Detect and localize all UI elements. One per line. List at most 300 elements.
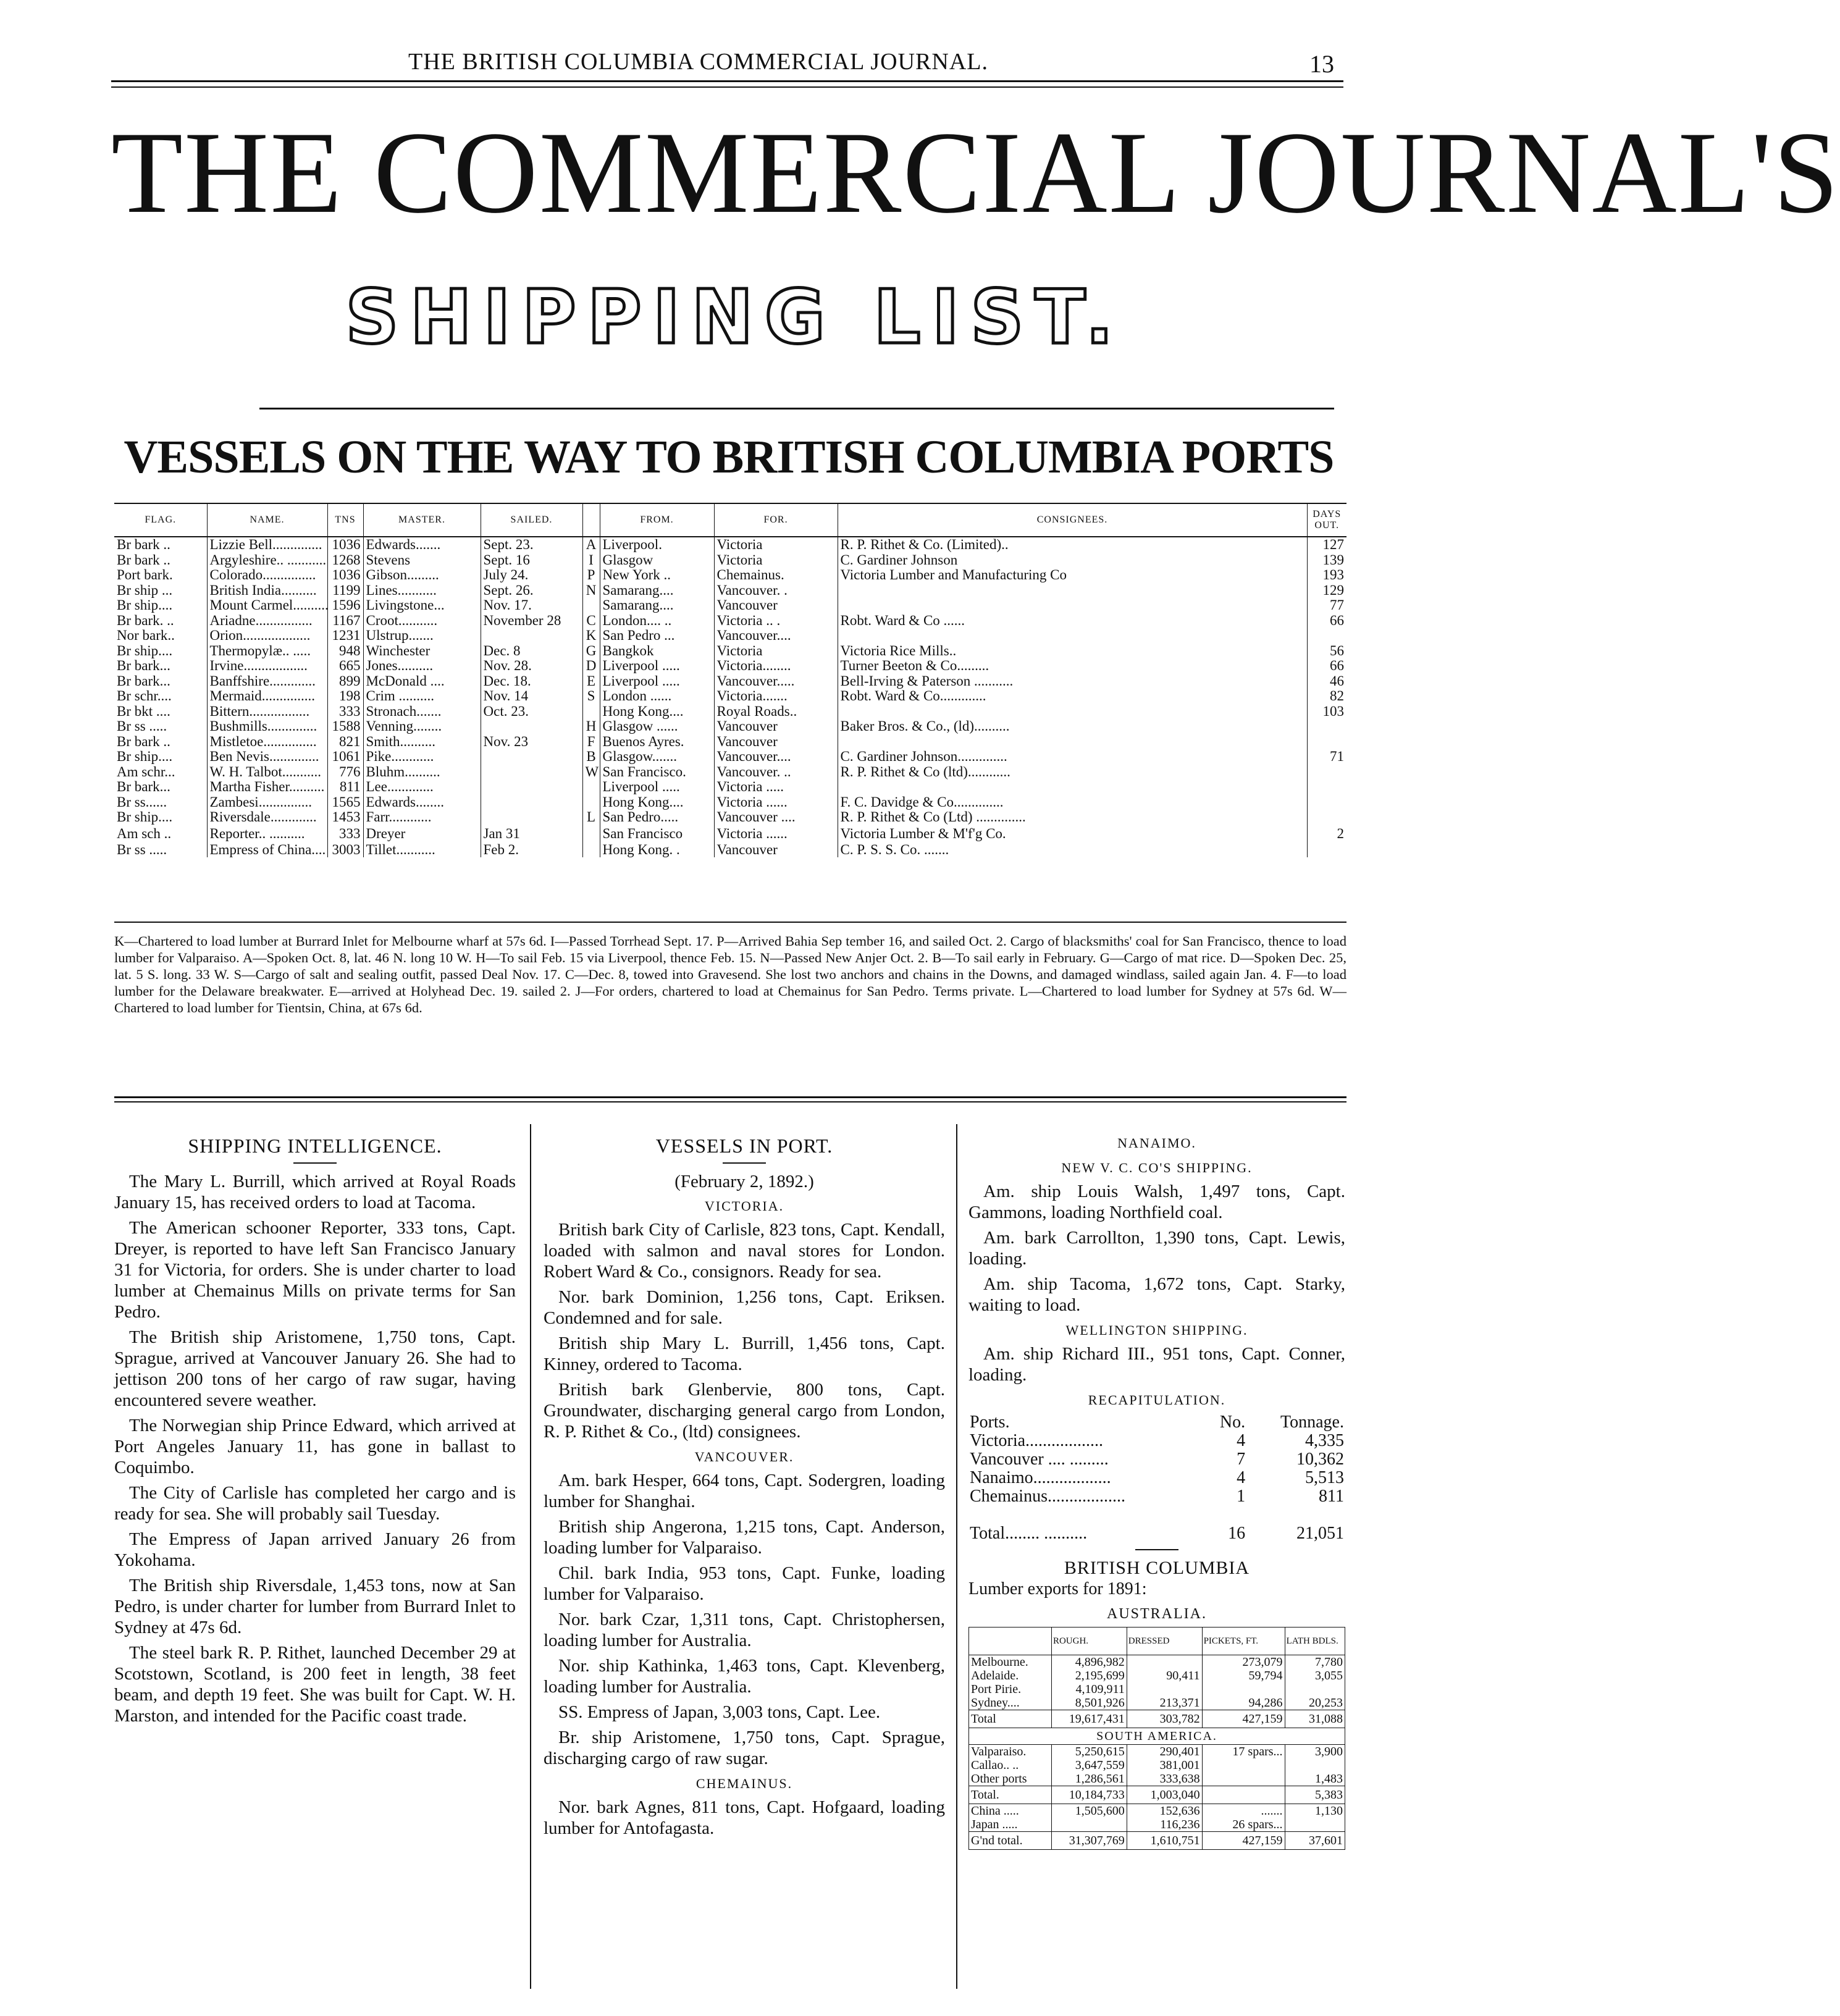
lumber-cell	[1127, 1655, 1202, 1670]
vessel-cell	[481, 749, 582, 765]
vessel-cell: Vancouver....	[714, 628, 838, 644]
vessel-cell: Victoria	[714, 644, 838, 659]
vessel-cell: Buenos Ayres.	[600, 734, 714, 750]
vessel-cell: 82	[1307, 689, 1346, 704]
vessels-col-header: MASTER.	[363, 503, 481, 537]
lumber-cell: 303,782	[1127, 1710, 1202, 1728]
lumber-cell: 427,159	[1202, 1710, 1285, 1728]
vessel-cell	[481, 810, 582, 825]
vessels-col-header: FOR.	[714, 503, 838, 537]
lumber-cell: 1,610,751	[1127, 1832, 1202, 1850]
vessel-cell: B	[582, 749, 600, 765]
running-title: THE BRITISH COLUMBIA COMMERCIAL JOURNAL.	[408, 49, 988, 75]
vessel-cell: Royal Roads..	[714, 704, 838, 720]
vessel-cell: Samarang....	[600, 598, 714, 613]
vancouver-vessel: British ship Angerona, 1,215 tons, Capt. Anderson, loading lumber for Valparaiso.	[544, 1517, 945, 1558]
lumber-cell: 94,286	[1202, 1696, 1285, 1710]
vessel-cell	[838, 734, 1307, 750]
vessel-cell	[582, 842, 600, 858]
vessel-cell	[1307, 719, 1346, 734]
vessel-cell: H	[582, 719, 600, 734]
vessel-cell: Mistletoe...............	[207, 734, 327, 750]
lumber-cell	[1285, 1818, 1345, 1832]
vessel-cell: New York ..	[600, 568, 714, 583]
vessel-cell	[582, 825, 600, 842]
lumber-cell: 1,003,040	[1127, 1786, 1202, 1804]
vessel-cell: Victoria........	[714, 658, 838, 674]
vessel-cell: Hong Kong....	[600, 704, 714, 720]
vessel-cell: 1061	[327, 749, 363, 765]
vessel-cell: Am schr...	[117, 763, 175, 779]
lumber-cell: 381,001	[1127, 1758, 1202, 1772]
vessel-cell: D	[582, 658, 600, 674]
lumber-cell: .......	[1202, 1804, 1285, 1818]
vessel-row	[114, 568, 1346, 583]
vessel-cell	[1307, 795, 1346, 810]
lumber-row	[969, 1804, 1345, 1818]
lumber-cell: 333,638	[1127, 1772, 1202, 1786]
lumber-cell	[1202, 1786, 1285, 1804]
vessel-cell: Br ship....	[117, 597, 173, 613]
vessel-cell: Vancouver	[714, 598, 838, 613]
vessel-cell: Br ss .....	[117, 718, 167, 734]
lumber-cell: Port Pirie.	[969, 1682, 1052, 1696]
vessel-cell: Lines...........	[363, 583, 481, 598]
lumber-cell: 59,794	[1202, 1669, 1285, 1682]
vessel-cell: Livingstone...	[363, 598, 481, 613]
notes-rule-thin	[114, 1101, 1346, 1102]
vessel-cell: Edwards........	[363, 795, 481, 810]
vessel-cell: Nov. 28.	[481, 658, 582, 674]
lumber-heading: BRITISH COLUMBIA	[1064, 1558, 1250, 1578]
vessel-cell: Robt. Ward & Co ......	[838, 613, 1307, 629]
vessel-cell: Stronach.......	[363, 704, 481, 720]
vessel-cell: Vancouver. .	[714, 583, 838, 598]
vessel-cell: 665	[327, 658, 363, 674]
lumber-cell: Other ports	[969, 1772, 1052, 1786]
recap-cell: 7	[1237, 1450, 1246, 1469]
lumber-cell: 427,159	[1202, 1832, 1285, 1850]
vessel-cell: C. P. S. S. Co. .......	[838, 842, 1307, 858]
intelligence-paragraph: The British ship Aristomene, 1,750 tons, Capt. Sprague, arrived at Vancouver January 26. She had to jettison 200 tons of her cargo of raw sugar, having encountered severe weather.	[114, 1327, 516, 1410]
nanaimo-vessel: Am. bark Carrollton, 1,390 tons, Capt. Lewis, loading.	[968, 1228, 1345, 1269]
lumber-cell: 1,286,561	[1051, 1772, 1127, 1786]
vessel-cell: London.... ..	[600, 613, 714, 629]
lumber-cell: 5,250,615	[1051, 1745, 1127, 1759]
vessel-cell: A	[582, 537, 600, 553]
lumber-cell	[1051, 1818, 1127, 1832]
intelligence-paragraph: The Empress of Japan arrived January 26 from Yokohama.	[114, 1529, 516, 1570]
vessel-cell	[838, 598, 1307, 613]
lumber-cell: 19,617,431	[1051, 1710, 1127, 1728]
lumber-row	[969, 1786, 1345, 1804]
in-port-date: (February 2, 1892.)	[674, 1172, 814, 1191]
vessel-cell: 66	[1307, 613, 1346, 629]
vessel-cell: 821	[327, 734, 363, 750]
chemainus-vessel: Nor. bark Agnes, 811 tons, Capt. Hofgaard, loading lumber for Antofagasta.	[544, 1797, 945, 1838]
vessel-cell: 811	[327, 779, 363, 795]
column-divider	[530, 1124, 531, 1989]
vessel-cell	[582, 779, 600, 795]
vessel-cell: Nov. 14	[481, 689, 582, 704]
vessel-cell: Br ship....	[117, 749, 173, 765]
vancouver-vessel: Br. ship Aristomene, 1,750 tons, Capt. Sprague, discharging cargo of raw sugar.	[544, 1728, 945, 1768]
vessel-cell: Br bark ..	[117, 733, 170, 749]
vessel-cell: Winchester	[363, 644, 481, 659]
vessel-row	[114, 598, 1346, 613]
vessel-cell: Tillet...........	[363, 842, 481, 858]
vessels-col-header: TNS	[327, 503, 363, 537]
vessel-cell: 1268	[327, 553, 363, 568]
shipping-intelligence-heading: SHIPPING INTELLIGENCE.	[188, 1135, 442, 1157]
recap-cell: 1	[1237, 1487, 1246, 1506]
intelligence-paragraph: The British ship Riversdale, 1,453 tons, now at San Pedro, is under charter for lumber from Burrard Inlet to Sydney at 47s 6d.	[114, 1576, 516, 1637]
lumber-col-header: LATH BDLS.	[1285, 1628, 1345, 1655]
vessels-table	[114, 503, 1346, 857]
wellington-label: WELLINGTON SHIPPING.	[1065, 1322, 1248, 1338]
recap-cell: 5,513	[1305, 1468, 1344, 1487]
recap-row	[968, 1469, 1345, 1487]
vessel-cell: 1167	[327, 613, 363, 629]
vancouver-vessel: Nor. ship Kathinka, 1,463 tons, Capt. Klevenberg, loading lumber for Australia.	[544, 1656, 945, 1697]
lumber-cell: 5,383	[1285, 1786, 1345, 1804]
vessel-cell: Br schr....	[117, 688, 172, 704]
vessel-cell: Dec. 18.	[481, 674, 582, 689]
vessel-cell: S	[582, 689, 600, 704]
vessel-cell: 77	[1307, 598, 1346, 613]
vessel-cell: Hong Kong....	[600, 795, 714, 810]
vessel-cell	[838, 704, 1307, 720]
vessel-cell: Br bkt ....	[117, 703, 170, 719]
recap-row	[968, 1450, 1345, 1469]
lumber-cell: Valparaiso.	[969, 1745, 1052, 1759]
vessel-cell: K	[582, 628, 600, 644]
vessel-cell: Mount Carmel..........	[207, 598, 327, 613]
vessel-cell: Am sch ..	[117, 825, 172, 841]
south-america-label: SOUTH AMERICA.	[969, 1728, 1345, 1745]
vessels-col-header: NAME.	[207, 503, 327, 537]
lumber-exports-table	[968, 1627, 1345, 1850]
vessel-cell	[838, 583, 1307, 598]
recap-total-tonnage: 21,051	[1296, 1524, 1344, 1543]
vessel-cell: Oct. 23.	[481, 704, 582, 720]
lumber-cell: 10,184,733	[1051, 1786, 1127, 1804]
lumber-cell	[1285, 1682, 1345, 1696]
vessels-col-header: CONSIGNEES.	[838, 503, 1307, 537]
lumber-cell: 1,130	[1285, 1804, 1345, 1818]
vessel-cell	[582, 704, 600, 720]
vessel-cell: Br bark...	[117, 779, 170, 795]
vessel-cell: Nor bark..	[117, 628, 175, 644]
vessel-cell: Robt. Ward & Co.............	[838, 689, 1307, 704]
vessel-cell: 333	[327, 704, 363, 720]
lumber-cell: G'nd total.	[969, 1832, 1052, 1850]
vessel-row	[114, 628, 1346, 644]
vessel-cell: Lizzie Bell..............	[207, 537, 327, 553]
intelligence-paragraph: The Norwegian ship Prince Edward, which arrived at Port Angeles January 11, has gone in ballast to Coquimbo.	[114, 1416, 516, 1477]
vessel-cell: Br bark...	[117, 658, 170, 674]
vessel-cell: McDonald ....	[363, 674, 481, 689]
vessel-row	[114, 765, 1346, 780]
vessel-cell: Croot...........	[363, 613, 481, 629]
vessel-cell: R. P. Rithet & Co (Ltd) ..............	[838, 810, 1307, 825]
vessel-cell: Dec. 8	[481, 644, 582, 659]
lumber-row	[969, 1696, 1345, 1710]
vessel-cell: San Francisco.	[600, 765, 714, 780]
vancouver-vessel: Nor. bark Czar, 1,311 tons, Capt. Christophersen, loading lumber for Australia.	[544, 1610, 945, 1650]
vessel-cell: Victoria .....	[714, 779, 838, 795]
masthead-title: THE COMMERCIAL JOURNAL'S	[111, 108, 1840, 238]
vessel-cell: Ben Nevis..............	[207, 749, 327, 765]
vessel-cell: Victoria.......	[714, 689, 838, 704]
vessel-cell: San Pedro.....	[600, 810, 714, 825]
vessel-cell: W	[582, 765, 600, 780]
vessel-cell: Liverpool .....	[600, 674, 714, 689]
nanaimo-vessel: Am. ship Louis Walsh, 1,497 tons, Capt. Gammons, loading Northfield coal.	[968, 1182, 1345, 1222]
vessel-cell: Bluhm..........	[363, 765, 481, 780]
recap-cell: Chemainus..................	[970, 1487, 1125, 1506]
vessel-cell: 2	[1307, 825, 1346, 842]
vessel-cell: Liverpool.	[600, 537, 714, 553]
vessel-cell	[1307, 628, 1346, 644]
vessel-cell: Bittern.................	[207, 704, 327, 720]
vessels-col-header: SAILED.	[481, 503, 582, 537]
lumber-row	[969, 1655, 1345, 1670]
vessel-cell: Br ship....	[117, 809, 173, 825]
lumber-cell: 37,601	[1285, 1832, 1345, 1850]
recap-cell: 10,362	[1296, 1450, 1344, 1469]
vessel-cell	[838, 628, 1307, 644]
victoria-vessel: British ship Mary L. Burrill, 1,456 tons, Capt. Kinney, ordered to Tacoma.	[544, 1334, 945, 1374]
vessels-col-header: DAYS OUT.	[1307, 503, 1346, 537]
vessel-cell: Colorado...............	[207, 568, 327, 583]
vessel-cell: Argyleshire.. ...........	[207, 553, 327, 568]
australia-label: AUSTRALIA.	[1107, 1606, 1207, 1622]
vessel-cell: Br bark. ..	[117, 612, 174, 628]
vessel-cell: I	[582, 553, 600, 568]
vessel-cell: Turner Beeton & Co.........	[838, 658, 1307, 674]
vessel-cell: Br ss......	[117, 794, 167, 810]
vessel-cell	[1307, 810, 1346, 825]
recap-col-tonnage: Tonnage.	[1280, 1413, 1344, 1432]
vessel-cell: Bushmills..............	[207, 719, 327, 734]
lumber-cell: 1,505,600	[1051, 1804, 1127, 1818]
vessel-cell: 333	[327, 825, 363, 842]
lumber-cell: 31,307,769	[1051, 1832, 1127, 1850]
vessel-cell: F. C. Davidge & Co..............	[838, 795, 1307, 810]
lumber-cell: Melbourne.	[969, 1655, 1052, 1670]
short-rule	[723, 1162, 766, 1164]
vessel-cell: Samarang....	[600, 583, 714, 598]
short-rule	[293, 1162, 337, 1164]
notes-rule	[114, 1096, 1346, 1098]
vessel-cell	[481, 719, 582, 734]
vessel-cell: Br ship....	[117, 642, 173, 658]
lumber-cell	[1285, 1758, 1345, 1772]
vessel-cell: Orion...................	[207, 628, 327, 644]
vessel-cell: Hong Kong. .	[600, 842, 714, 858]
vessel-cell: Victoria ......	[714, 825, 838, 842]
vessel-row	[114, 644, 1346, 659]
vessel-cell: Victoria Lumber & M'f'g Co.	[838, 825, 1307, 842]
vessel-cell: Crim ..........	[363, 689, 481, 704]
lumber-col-header: ROUGH.	[1051, 1628, 1127, 1655]
lumber-col-header: PICKETS, FT.	[1202, 1628, 1285, 1655]
vessel-cell: Vancouver. ..	[714, 765, 838, 780]
intelligence-paragraph: The steel bark R. P. Rithet, launched December 29 at Scotstown, Scotland, is 200 feet in length, 38 feet beam, and depth 19 feet. She was built for Capt. W. H. Marston, and intended for the Pacific coast trade.	[114, 1643, 516, 1726]
vessel-cell: Sept. 23.	[481, 537, 582, 553]
lumber-row	[969, 1832, 1345, 1850]
lumber-cell: 4,896,982	[1051, 1655, 1127, 1670]
lumber-sub: Lumber exports for 1891:	[968, 1579, 1147, 1598]
vessel-cell: R. P. Rithet & Co. (Limited)..	[838, 537, 1307, 553]
vessel-cell	[481, 779, 582, 795]
lumber-cell: Japan .....	[969, 1818, 1052, 1832]
vessel-cell: Farr............	[363, 810, 481, 825]
vessel-cell	[582, 598, 600, 613]
vessel-cell: Edwards.......	[363, 537, 481, 553]
vessel-cell: 1588	[327, 719, 363, 734]
vancouver-vessel: Am. bark Hesper, 664 tons, Capt. Sodergren, loading lumber for Shanghai.	[544, 1471, 945, 1511]
lumber-row	[969, 1758, 1345, 1772]
victoria-vessel: Nor. bark Dominion, 1,256 tons, Capt. Eriksen. Condemned and for sale.	[544, 1287, 945, 1328]
section-rule	[259, 408, 1334, 410]
lumber-cell: 8,501,926	[1051, 1696, 1127, 1710]
lumber-cell: 3,647,559	[1051, 1758, 1127, 1772]
vessel-cell: C. Gardiner Johnson	[838, 553, 1307, 568]
lumber-cell: 213,371	[1127, 1696, 1202, 1710]
vessel-cell: Glasgow	[600, 553, 714, 568]
lumber-cell: 290,401	[1127, 1745, 1202, 1759]
vessel-cell: 198	[327, 689, 363, 704]
vessel-cell: Br bark...	[117, 673, 170, 689]
recap-col-ports: Ports.	[970, 1413, 1010, 1432]
vessel-row	[114, 704, 1346, 720]
victoria-vessel: British bark Glenbervie, 800 tons, Capt. Groundwater, discharging general cargo from London, R. P. Rithet & Co., (ltd) consignees.	[544, 1380, 945, 1442]
recap-cell: 811	[1319, 1487, 1344, 1506]
recap-cell: 4	[1237, 1468, 1246, 1487]
vessel-cell: 46	[1307, 674, 1346, 689]
chemainus-label: CHEMAINUS.	[695, 1776, 793, 1791]
vessel-row	[114, 734, 1346, 750]
vessel-cell: Vancouver	[714, 734, 838, 750]
recap-total-label: Total........ ..........	[970, 1524, 1088, 1543]
vessel-notes: K—Chartered to load lumber at Burrard Inlet for Melbourne wharf at 57s 6d. I—Passed Torrhead Sept. 17. P—Arrived Bahia Sep tember 16, and sailed Oct. 2. Cargo of blacksmiths' coal for San Francisco, thence to load lumber for Valparaiso. A—Spoken Oct. 8, lat. 46 N. long 10 W. H—To sail Feb. 15 via Liverpool, thence Feb. 15. N—Passed New Anjer Oct. 2. B—To sail early in February. G—Cargo of mat rice. D—Spoken Dec. 25, lat. 5 S. long. 33 W. S—Cargo of salt and sealing outfit, passed Deal Nov. 17. C—Dec. 8, towed into Gravesend. She lost two anchors and chains in the Downs, and damaged windlass, sailed again Jan. 4. F—to load lumber for the Delaware breakwater. E—arrived at Holyhead Dec. 19. sailed 2. J—For orders, chartered to load at Chemainus for San Pedro. Terms private. L—Chartered to load lumber for Sydney at 57s 6d. W—Chartered to load lumber for Tientsin, China, at 67s 6d.	[114, 933, 1346, 1015]
vessel-cell: 127	[1307, 537, 1346, 553]
vessel-cell: Jones..........	[363, 658, 481, 674]
vessel-cell: Liverpool .....	[600, 779, 714, 795]
vessel-cell	[1307, 779, 1346, 795]
vancouver-vessel: SS. Empress of Japan, 3,003 tons, Capt. Lee.	[558, 1702, 881, 1722]
vessel-cell: 193	[1307, 568, 1346, 583]
lumber-cell: 4,109,911	[1051, 1682, 1127, 1696]
vessel-cell: Jan 31	[481, 825, 582, 842]
vessel-cell: C	[582, 613, 600, 629]
vessel-cell: November 28	[481, 613, 582, 629]
lumber-cell: 3,055	[1285, 1669, 1345, 1682]
vessel-cell: Nov. 17.	[481, 598, 582, 613]
vessel-row	[114, 689, 1346, 704]
intelligence-paragraph: The City of Carlisle has completed her cargo and is ready for sea. She will probably sail Tuesday.	[114, 1483, 516, 1524]
page-number: 13	[1309, 50, 1334, 78]
vessel-cell: 1596	[327, 598, 363, 613]
lumber-cell: 90,411	[1127, 1669, 1202, 1682]
vessel-cell: 56	[1307, 644, 1346, 659]
vessel-cell	[481, 628, 582, 644]
vessel-cell	[481, 765, 582, 780]
recap-row	[968, 1432, 1345, 1450]
vessel-cell: Stevens	[363, 553, 481, 568]
vessel-row	[114, 842, 1346, 858]
vessel-cell: Martha Fisher..........	[207, 779, 327, 795]
lumber-cell: Callao.. ..	[969, 1758, 1052, 1772]
vessels-heading: VESSELS ON THE WAY TO BRITISH COLUMBIA PORTS	[124, 431, 1334, 483]
vessel-cell: San Francisco	[600, 825, 714, 842]
vessel-cell: Vancouver	[714, 842, 838, 858]
vessel-cell: Br ss .....	[117, 841, 167, 857]
intelligence-paragraph: The Mary L. Burrill, which arrived at Royal Roads January 15, has received orders to load at Tacoma.	[114, 1172, 516, 1212]
vessel-cell: London ......	[600, 689, 714, 704]
vessel-cell: Reporter.. ..........	[207, 825, 327, 842]
vessel-cell: Vancouver	[714, 719, 838, 734]
lumber-row	[969, 1710, 1345, 1728]
vessel-row	[114, 553, 1346, 568]
nanaimo-column	[968, 1124, 1345, 1850]
intelligence-paragraph: The American schooner Reporter, 333 tons, Capt. Dreyer, is reported to have left San Francisco January 31 for Victoria, for orders. She is under charter to load lumber at Chemainus Mills on private terms for San Pedro.	[114, 1218, 516, 1322]
short-rule	[1135, 1549, 1178, 1550]
vessel-cell: Irvine..................	[207, 658, 327, 674]
vessel-cell: Br ship ...	[117, 582, 173, 598]
vessel-cell: Ariadne................	[207, 613, 327, 629]
wellington-vessel: Am. ship Richard III., 951 tons, Capt. Conner, loading.	[968, 1344, 1345, 1385]
vessel-cell: Vancouver.....	[714, 674, 838, 689]
vessel-cell	[582, 795, 600, 810]
lumber-cell	[1202, 1682, 1285, 1696]
vessel-cell: F	[582, 734, 600, 750]
vancouver-label: VANCOUVER.	[694, 1449, 794, 1464]
header-rule	[111, 80, 1343, 82]
header-rule-thin	[111, 86, 1343, 88]
lumber-cell: Sydney....	[969, 1696, 1052, 1710]
vessel-row	[114, 825, 1346, 842]
lumber-cell: 7,780	[1285, 1655, 1345, 1670]
vessel-cell: Bell-Irving & Paterson ...........	[838, 674, 1307, 689]
vessel-row	[114, 674, 1346, 689]
vessel-cell: Glasgow.......	[600, 749, 714, 765]
lumber-cell: Adelaide.	[969, 1669, 1052, 1682]
table-bottom-rule	[114, 922, 1346, 923]
vessel-cell: 129	[1307, 583, 1346, 598]
vessel-cell	[1307, 842, 1346, 858]
vessel-cell: Baker Bros. & Co., (ld)..........	[838, 719, 1307, 734]
lumber-row	[969, 1669, 1345, 1682]
lumber-cell	[1202, 1758, 1285, 1772]
recap-heading: RECAPITULATION.	[1088, 1392, 1226, 1408]
vessel-cell: Br bark ..	[117, 552, 170, 568]
vessel-cell: Vancouver ....	[714, 810, 838, 825]
vessel-cell	[1307, 734, 1346, 750]
lumber-region-row	[969, 1728, 1345, 1745]
lumber-cell: 31,088	[1285, 1710, 1345, 1728]
vessel-cell: Lee.............	[363, 779, 481, 795]
vessel-cell: Victoria ......	[714, 795, 838, 810]
vessel-cell	[1307, 765, 1346, 780]
vessel-cell: Feb 2.	[481, 842, 582, 858]
lumber-cell: 3,900	[1285, 1745, 1345, 1759]
vessel-cell: Riversdale.............	[207, 810, 327, 825]
vessel-cell: Victoria Lumber and Manufacturing Co	[838, 568, 1307, 583]
vessel-row	[114, 658, 1346, 674]
